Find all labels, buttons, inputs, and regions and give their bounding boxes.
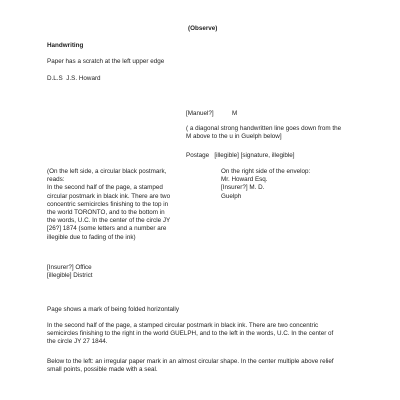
initials-line: D.L.S J.S. Howard: [47, 75, 101, 82]
insurer-office-block: [47, 264, 93, 280]
guelph-paragraph-line: the circle JY 27 1844.: [47, 338, 108, 346]
left-desc-line: In the second half of the page, a stamped: [47, 184, 163, 192]
diagonal-line-note: [186, 125, 354, 141]
guelph-paragraph-line: semicircles finishing to the right in the world GUELPH, and to the left in the words, U.C. In the center of: [47, 330, 334, 338]
left-desc-line: reads:: [47, 176, 65, 184]
postage-line: Postage [illegible] [signature, illegible]: [186, 152, 295, 159]
address-line: On the right side of the envelop:: [221, 168, 311, 175]
guelph-paragraph-line: In the second half of the page, a stamped circular postmark in black ink. There are two concentric: [47, 322, 319, 329]
address-line: Mr. Howard Esq.: [221, 176, 268, 184]
left-desc-line: (On the left side, a circular black postmark,: [47, 168, 167, 175]
left-desc-line: illegible due to fading of the ink): [47, 233, 136, 241]
seal-paragraph-line: Below to the left: an irregular paper mark in an almost circular shape. In the center multiple above relief: [47, 358, 334, 365]
left-desc-line: the words, U.C. In the center of the circle JY: [47, 217, 171, 225]
left-desc-line: the world TORONTO, and to the bottom in: [47, 209, 165, 217]
handwriting-heading: Handwriting: [47, 42, 84, 49]
scratch-note: Paper has a scratch at the left upper edge: [47, 58, 165, 65]
address-line: Guelph: [221, 192, 242, 200]
left-desc-line: circular postmark in black ink. There are two: [47, 192, 171, 200]
left-postmark-description: [47, 168, 189, 242]
diagonal-note-line-2: M above to the u in Guelph below]: [186, 133, 282, 141]
insurer-district-line: [illegible] District: [47, 272, 93, 280]
address-line: [Insurer?] M. D.: [221, 184, 265, 192]
m-mark: M: [232, 110, 238, 117]
left-desc-line: concentric semicircles finishing to the top in: [47, 200, 169, 208]
insurer-office-line: [Insurer?] Office: [47, 264, 92, 271]
manuel-label: [Manuel?]: [186, 110, 214, 117]
guelph-postmark-paragraph: [47, 322, 359, 347]
diagonal-note-line-1: ( a diagonal strong handwritten line goes down from the: [186, 125, 342, 132]
seal-mark-paragraph: [47, 358, 359, 374]
fold-note: Page shows a mark of being folded horizontally: [47, 306, 179, 313]
observe-header: (Observe): [188, 25, 218, 32]
seal-paragraph-line: small points, possible made with a seal.: [47, 366, 158, 374]
envelope-address: [221, 168, 310, 201]
left-desc-line: [26?] 1874 (some letters and a number are: [47, 225, 167, 233]
